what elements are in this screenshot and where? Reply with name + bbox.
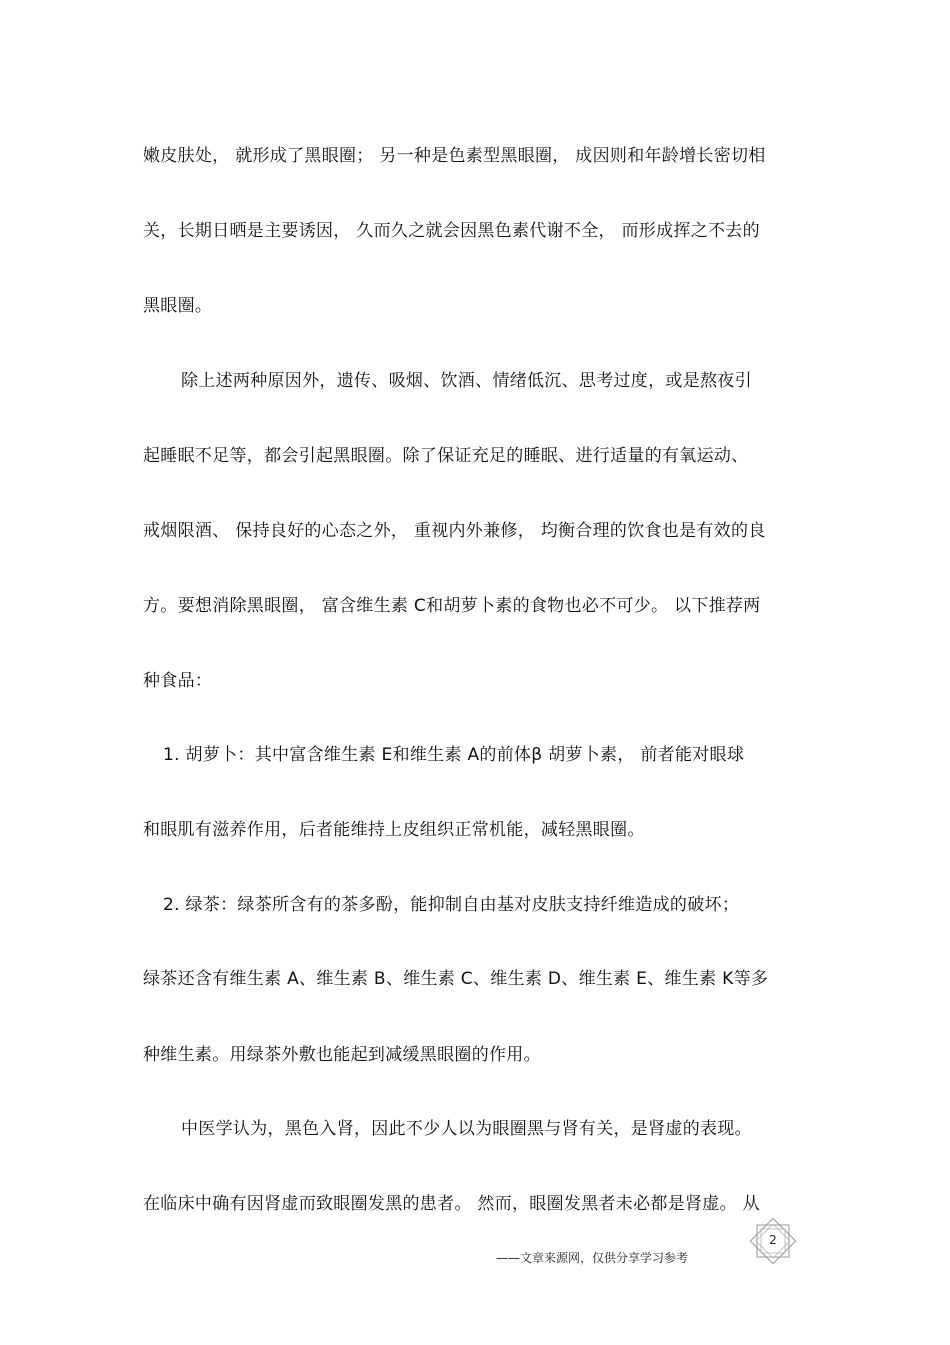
list-item-carrot: 1. 胡萝卜：其中富含维生素 E和维生素 A的前体β 胡萝卜素， 前者能对眼球 [163, 745, 745, 765]
body-line: 绿茶还含有维生素 A、维生素 B、维生素 C、维生素 D、维生素 E、维生素 K等多 [143, 969, 769, 989]
body-line: 嫩皮肤处， 就形成了黑眼圈； 另一种是色素型黑眼圈， 成因则和年龄增长密切相 [143, 146, 766, 166]
body-line: 种食品： [143, 671, 213, 691]
body-line: 和眼肌有滋养作用，后者能维持上皮组织正常机能，减轻黑眼圈。 [143, 820, 645, 840]
body-line: 方。要想消除黑眼圈， 富含维生素 C和胡萝卜素的食物也必不可少。 以下推荐两 [143, 596, 761, 616]
page-number-badge [748, 1216, 798, 1266]
list-item-green-tea: 2. 绿茶：绿茶所含有的茶多酚，能抑制自由基对皮肤支持纤维造成的破坏； [163, 895, 740, 915]
body-line: 在临床中确有因肾虚而致眼圈发黑的患者。 然而，眼圈发黑者未必都是肾虚。 从 [143, 1194, 760, 1214]
page-number: 2 [769, 1233, 777, 1247]
paragraph-start-line: 中医学认为，黑色入肾，因此不少人以为眼圈黑与肾有关，是肾虚的表现。 [181, 1119, 752, 1139]
body-line: 黑眼圈。 [143, 296, 213, 316]
paragraph-start-line: 除上述两种原因外，遗传、吸烟、饮酒、情绪低沉、思考过度，或是熬夜引 [181, 371, 752, 391]
body-line: 关，长期日晒是主要诱因， 久而久之就会因黑色素代谢不全， 而形成挥之不去的 [143, 221, 760, 241]
body-line: 种维生素。用绿茶外敷也能起到减缓黑眼圈的作用。 [143, 1045, 541, 1065]
footer-source-note: ——文章来源网，仅供分享学习参考 [496, 1251, 689, 1265]
body-line: 戒烟限酒、 保持良好的心态之外， 重视内外兼修， 均衡合理的饮食也是有效的良 [143, 521, 766, 541]
body-line: 起睡眠不足等，都会引起黑眼圈。除了保证充足的睡眠、进行适量的有氧运动、 [143, 446, 749, 466]
